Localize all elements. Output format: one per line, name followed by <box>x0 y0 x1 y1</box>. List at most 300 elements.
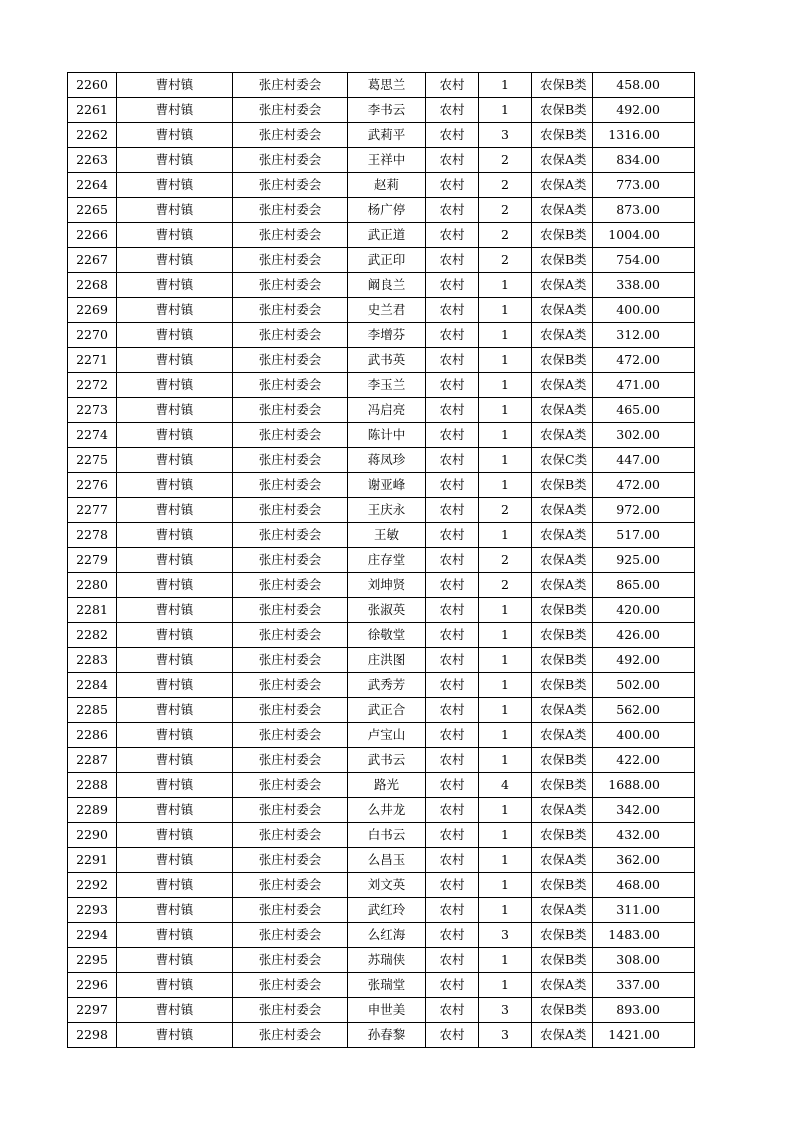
cell-area-type: 农村 <box>426 823 479 848</box>
cell-name: 武正合 <box>348 698 426 723</box>
cell-town: 曹村镇 <box>117 398 233 423</box>
cell-town: 曹村镇 <box>117 623 233 648</box>
cell-amount: 338.00 <box>593 273 695 298</box>
cell-name: 武书云 <box>348 748 426 773</box>
cell-id: 2285 <box>68 698 117 723</box>
cell-insurance-type: 农保B类 <box>532 873 593 898</box>
cell-name: 武书英 <box>348 348 426 373</box>
cell-town: 曹村镇 <box>117 673 233 698</box>
cell-name: 葛思兰 <box>348 73 426 98</box>
cell-village: 张庄村委会 <box>233 473 348 498</box>
cell-count: 1 <box>479 898 532 923</box>
cell-area-type: 农村 <box>426 723 479 748</box>
cell-id: 2273 <box>68 398 117 423</box>
cell-amount: 834.00 <box>593 148 695 173</box>
cell-count: 1 <box>479 748 532 773</box>
cell-id: 2286 <box>68 723 117 748</box>
cell-town: 曹村镇 <box>117 448 233 473</box>
cell-insurance-type: 农保A类 <box>532 148 593 173</box>
cell-amount: 502.00 <box>593 673 695 698</box>
cell-town: 曹村镇 <box>117 123 233 148</box>
cell-insurance-type: 农保A类 <box>532 298 593 323</box>
cell-area-type: 农村 <box>426 123 479 148</box>
cell-amount: 754.00 <box>593 248 695 273</box>
cell-insurance-type: 农保A类 <box>532 423 593 448</box>
cell-amount: 312.00 <box>593 323 695 348</box>
cell-area-type: 农村 <box>426 98 479 123</box>
cell-count: 1 <box>479 348 532 373</box>
cell-town: 曹村镇 <box>117 223 233 248</box>
cell-insurance-type: 农保A类 <box>532 323 593 348</box>
cell-id: 2276 <box>68 473 117 498</box>
table-row <box>68 973 695 998</box>
cell-town: 曹村镇 <box>117 273 233 298</box>
cell-count: 2 <box>479 223 532 248</box>
cell-amount: 337.00 <box>593 973 695 998</box>
cell-amount: 468.00 <box>593 873 695 898</box>
table-row <box>68 273 695 298</box>
cell-insurance-type: 农保B类 <box>532 673 593 698</box>
cell-insurance-type: 农保A类 <box>532 973 593 998</box>
cell-amount: 773.00 <box>593 173 695 198</box>
cell-insurance-type: 农保B类 <box>532 73 593 98</box>
cell-area-type: 农村 <box>426 173 479 198</box>
cell-insurance-type: 农保A类 <box>532 198 593 223</box>
cell-count: 3 <box>479 998 532 1023</box>
cell-name: 孙春黎 <box>348 1023 426 1048</box>
cell-id: 2294 <box>68 923 117 948</box>
cell-town: 曹村镇 <box>117 423 233 448</box>
cell-id: 2274 <box>68 423 117 448</box>
table-row <box>68 298 695 323</box>
table-row <box>68 723 695 748</box>
cell-area-type: 农村 <box>426 273 479 298</box>
cell-count: 1 <box>479 723 532 748</box>
cell-id: 2295 <box>68 948 117 973</box>
cell-id: 2280 <box>68 573 117 598</box>
cell-village: 张庄村委会 <box>233 198 348 223</box>
cell-name: 么昌玉 <box>348 848 426 873</box>
cell-amount: 447.00 <box>593 448 695 473</box>
cell-amount: 893.00 <box>593 998 695 1023</box>
cell-town: 曹村镇 <box>117 773 233 798</box>
cell-amount: 472.00 <box>593 473 695 498</box>
cell-village: 张庄村委会 <box>233 98 348 123</box>
cell-amount: 472.00 <box>593 348 695 373</box>
cell-amount: 1421.00 <box>593 1023 695 1048</box>
cell-count: 2 <box>479 198 532 223</box>
cell-insurance-type: 农保A类 <box>532 573 593 598</box>
cell-insurance-type: 农保B类 <box>532 948 593 973</box>
cell-village: 张庄村委会 <box>233 448 348 473</box>
cell-amount: 420.00 <box>593 598 695 623</box>
cell-name: 卢宝山 <box>348 723 426 748</box>
cell-area-type: 农村 <box>426 348 479 373</box>
table-row <box>68 423 695 448</box>
cell-area-type: 农村 <box>426 373 479 398</box>
cell-amount: 342.00 <box>593 798 695 823</box>
cell-count: 1 <box>479 298 532 323</box>
cell-count: 1 <box>479 623 532 648</box>
cell-amount: 865.00 <box>593 573 695 598</box>
cell-amount: 873.00 <box>593 198 695 223</box>
cell-village: 张庄村委会 <box>233 298 348 323</box>
cell-town: 曹村镇 <box>117 548 233 573</box>
cell-name: 赵莉 <box>348 173 426 198</box>
cell-name: 武正道 <box>348 223 426 248</box>
cell-insurance-type: 农保B类 <box>532 473 593 498</box>
cell-area-type: 农村 <box>426 198 479 223</box>
cell-insurance-type: 农保B类 <box>532 623 593 648</box>
cell-name: 谢亚峰 <box>348 473 426 498</box>
cell-village: 张庄村委会 <box>233 523 348 548</box>
cell-insurance-type: 农保A类 <box>532 1023 593 1048</box>
cell-insurance-type: 农保B类 <box>532 123 593 148</box>
cell-name: 武红玲 <box>348 898 426 923</box>
cell-id: 2279 <box>68 548 117 573</box>
cell-town: 曹村镇 <box>117 498 233 523</box>
table-row <box>68 98 695 123</box>
cell-amount: 1483.00 <box>593 923 695 948</box>
cell-village: 张庄村委会 <box>233 973 348 998</box>
cell-town: 曹村镇 <box>117 648 233 673</box>
cell-id: 2288 <box>68 773 117 798</box>
cell-town: 曹村镇 <box>117 798 233 823</box>
cell-id: 2289 <box>68 798 117 823</box>
cell-amount: 432.00 <box>593 823 695 848</box>
records-table-body <box>68 73 695 1048</box>
cell-amount: 362.00 <box>593 848 695 873</box>
cell-count: 2 <box>479 573 532 598</box>
cell-area-type: 农村 <box>426 748 479 773</box>
cell-town: 曹村镇 <box>117 823 233 848</box>
cell-town: 曹村镇 <box>117 348 233 373</box>
table-row <box>68 373 695 398</box>
cell-amount: 1316.00 <box>593 123 695 148</box>
cell-count: 1 <box>479 273 532 298</box>
table-row <box>68 398 695 423</box>
cell-count: 1 <box>479 98 532 123</box>
cell-id: 2272 <box>68 373 117 398</box>
table-row <box>68 898 695 923</box>
cell-area-type: 农村 <box>426 573 479 598</box>
cell-amount: 465.00 <box>593 398 695 423</box>
table-row <box>68 648 695 673</box>
cell-insurance-type: 农保B类 <box>532 823 593 848</box>
cell-area-type: 农村 <box>426 223 479 248</box>
table-row <box>68 223 695 248</box>
cell-town: 曹村镇 <box>117 948 233 973</box>
cell-name: 么井龙 <box>348 798 426 823</box>
cell-name: 武秀芳 <box>348 673 426 698</box>
cell-town: 曹村镇 <box>117 1023 233 1048</box>
table-row <box>68 498 695 523</box>
cell-id: 2297 <box>68 998 117 1023</box>
cell-area-type: 农村 <box>426 873 479 898</box>
cell-area-type: 农村 <box>426 298 479 323</box>
table-row <box>68 73 695 98</box>
cell-id: 2281 <box>68 598 117 623</box>
cell-area-type: 农村 <box>426 323 479 348</box>
cell-amount: 302.00 <box>593 423 695 448</box>
cell-town: 曹村镇 <box>117 198 233 223</box>
cell-count: 1 <box>479 448 532 473</box>
cell-area-type: 农村 <box>426 923 479 948</box>
cell-name: 王敏 <box>348 523 426 548</box>
cell-town: 曹村镇 <box>117 898 233 923</box>
cell-insurance-type: 农保B类 <box>532 223 593 248</box>
cell-count: 2 <box>479 548 532 573</box>
cell-village: 张庄村委会 <box>233 148 348 173</box>
cell-town: 曹村镇 <box>117 298 233 323</box>
cell-id: 2266 <box>68 223 117 248</box>
cell-name: 史兰君 <box>348 298 426 323</box>
cell-count: 2 <box>479 248 532 273</box>
table-row <box>68 873 695 898</box>
cell-count: 4 <box>479 773 532 798</box>
cell-town: 曹村镇 <box>117 573 233 598</box>
cell-count: 1 <box>479 473 532 498</box>
cell-village: 张庄村委会 <box>233 1023 348 1048</box>
cell-village: 张庄村委会 <box>233 348 348 373</box>
cell-amount: 492.00 <box>593 648 695 673</box>
cell-count: 1 <box>479 798 532 823</box>
cell-id: 2271 <box>68 348 117 373</box>
cell-amount: 972.00 <box>593 498 695 523</box>
cell-village: 张庄村委会 <box>233 373 348 398</box>
table-row <box>68 198 695 223</box>
cell-village: 张庄村委会 <box>233 723 348 748</box>
table-row <box>68 448 695 473</box>
cell-insurance-type: 农保B类 <box>532 248 593 273</box>
table-row <box>68 1023 695 1048</box>
table-row <box>68 998 695 1023</box>
cell-insurance-type: 农保B类 <box>532 648 593 673</box>
cell-amount: 517.00 <box>593 523 695 548</box>
cell-village: 张庄村委会 <box>233 398 348 423</box>
cell-count: 2 <box>479 498 532 523</box>
cell-id: 2296 <box>68 973 117 998</box>
cell-id: 2293 <box>68 898 117 923</box>
cell-count: 1 <box>479 973 532 998</box>
cell-area-type: 农村 <box>426 598 479 623</box>
cell-count: 1 <box>479 423 532 448</box>
cell-id: 2269 <box>68 298 117 323</box>
cell-id: 2275 <box>68 448 117 473</box>
cell-count: 1 <box>479 648 532 673</box>
cell-village: 张庄村委会 <box>233 598 348 623</box>
cell-name: 张瑞堂 <box>348 973 426 998</box>
cell-town: 曹村镇 <box>117 523 233 548</box>
cell-count: 3 <box>479 123 532 148</box>
cell-count: 3 <box>479 1023 532 1048</box>
cell-insurance-type: 农保B类 <box>532 773 593 798</box>
cell-name: 苏瑞侠 <box>348 948 426 973</box>
cell-count: 1 <box>479 673 532 698</box>
cell-id: 2262 <box>68 123 117 148</box>
cell-name: 武莉平 <box>348 123 426 148</box>
cell-insurance-type: 农保B类 <box>532 923 593 948</box>
table-row <box>68 823 695 848</box>
cell-village: 张庄村委会 <box>233 548 348 573</box>
cell-village: 张庄村委会 <box>233 673 348 698</box>
cell-count: 3 <box>479 923 532 948</box>
cell-id: 2267 <box>68 248 117 273</box>
cell-count: 2 <box>479 173 532 198</box>
cell-town: 曹村镇 <box>117 598 233 623</box>
cell-area-type: 农村 <box>426 648 479 673</box>
cell-village: 张庄村委会 <box>233 848 348 873</box>
cell-name: 阚良兰 <box>348 273 426 298</box>
cell-area-type: 农村 <box>426 898 479 923</box>
table-row <box>68 773 695 798</box>
cell-amount: 492.00 <box>593 98 695 123</box>
cell-name: 武正印 <box>348 248 426 273</box>
cell-village: 张庄村委会 <box>233 798 348 823</box>
cell-area-type: 农村 <box>426 73 479 98</box>
cell-area-type: 农村 <box>426 548 479 573</box>
cell-village: 张庄村委会 <box>233 273 348 298</box>
table-row <box>68 323 695 348</box>
cell-town: 曹村镇 <box>117 323 233 348</box>
cell-id: 2261 <box>68 98 117 123</box>
cell-count: 1 <box>479 873 532 898</box>
cell-village: 张庄村委会 <box>233 573 348 598</box>
cell-village: 张庄村委会 <box>233 173 348 198</box>
cell-id: 2292 <box>68 873 117 898</box>
cell-name: 蒋凤珍 <box>348 448 426 473</box>
table-row <box>68 148 695 173</box>
table-row <box>68 798 695 823</box>
cell-village: 张庄村委会 <box>233 923 348 948</box>
cell-amount: 562.00 <box>593 698 695 723</box>
cell-name: 李增芬 <box>348 323 426 348</box>
cell-amount: 458.00 <box>593 73 695 98</box>
cell-id: 2263 <box>68 148 117 173</box>
cell-id: 2287 <box>68 748 117 773</box>
cell-amount: 1004.00 <box>593 223 695 248</box>
cell-insurance-type: 农保A类 <box>532 698 593 723</box>
cell-name: 徐敬堂 <box>348 623 426 648</box>
cell-village: 张庄村委会 <box>233 748 348 773</box>
cell-amount: 925.00 <box>593 548 695 573</box>
cell-town: 曹村镇 <box>117 973 233 998</box>
cell-name: 陈计中 <box>348 423 426 448</box>
cell-area-type: 农村 <box>426 148 479 173</box>
cell-village: 张庄村委会 <box>233 873 348 898</box>
cell-village: 张庄村委会 <box>233 998 348 1023</box>
table-row <box>68 623 695 648</box>
table-row <box>68 698 695 723</box>
table-row <box>68 473 695 498</box>
cell-area-type: 农村 <box>426 773 479 798</box>
table-row <box>68 523 695 548</box>
table-row <box>68 348 695 373</box>
cell-amount: 422.00 <box>593 748 695 773</box>
cell-id: 2290 <box>68 823 117 848</box>
cell-area-type: 农村 <box>426 498 479 523</box>
cell-id: 2283 <box>68 648 117 673</box>
cell-amount: 400.00 <box>593 723 695 748</box>
cell-area-type: 农村 <box>426 248 479 273</box>
cell-town: 曹村镇 <box>117 473 233 498</box>
cell-area-type: 农村 <box>426 673 479 698</box>
cell-area-type: 农村 <box>426 1023 479 1048</box>
cell-area-type: 农村 <box>426 473 479 498</box>
cell-area-type: 农村 <box>426 973 479 998</box>
cell-id: 2270 <box>68 323 117 348</box>
cell-town: 曹村镇 <box>117 173 233 198</box>
cell-area-type: 农村 <box>426 523 479 548</box>
cell-amount: 308.00 <box>593 948 695 973</box>
cell-insurance-type: 农保A类 <box>532 723 593 748</box>
cell-count: 1 <box>479 848 532 873</box>
table-row <box>68 123 695 148</box>
cell-area-type: 农村 <box>426 698 479 723</box>
cell-count: 1 <box>479 323 532 348</box>
cell-id: 2264 <box>68 173 117 198</box>
cell-count: 2 <box>479 148 532 173</box>
cell-insurance-type: 农保A类 <box>532 898 593 923</box>
table-row <box>68 173 695 198</box>
cell-name: 王庆永 <box>348 498 426 523</box>
cell-insurance-type: 农保B类 <box>532 998 593 1023</box>
cell-insurance-type: 农保A类 <box>532 523 593 548</box>
table-row <box>68 573 695 598</box>
cell-amount: 311.00 <box>593 898 695 923</box>
table-row <box>68 948 695 973</box>
cell-id: 2265 <box>68 198 117 223</box>
cell-amount: 426.00 <box>593 623 695 648</box>
cell-town: 曹村镇 <box>117 923 233 948</box>
cell-area-type: 农村 <box>426 398 479 423</box>
cell-town: 曹村镇 <box>117 848 233 873</box>
cell-count: 1 <box>479 373 532 398</box>
cell-village: 张庄村委会 <box>233 123 348 148</box>
cell-count: 1 <box>479 523 532 548</box>
table-row <box>68 548 695 573</box>
cell-amount: 1688.00 <box>593 773 695 798</box>
cell-insurance-type: 农保C类 <box>532 448 593 473</box>
cell-count: 1 <box>479 73 532 98</box>
cell-village: 张庄村委会 <box>233 248 348 273</box>
cell-id: 2260 <box>68 73 117 98</box>
cell-id: 2278 <box>68 523 117 548</box>
table-row <box>68 848 695 873</box>
cell-name: 冯启亮 <box>348 398 426 423</box>
cell-name: 路光 <box>348 773 426 798</box>
cell-town: 曹村镇 <box>117 873 233 898</box>
cell-town: 曹村镇 <box>117 148 233 173</box>
cell-name: 刘文英 <box>348 873 426 898</box>
cell-village: 张庄村委会 <box>233 73 348 98</box>
cell-count: 1 <box>479 823 532 848</box>
table-row <box>68 248 695 273</box>
cell-village: 张庄村委会 <box>233 898 348 923</box>
cell-name: 申世美 <box>348 998 426 1023</box>
cell-name: 刘坤贤 <box>348 573 426 598</box>
cell-amount: 400.00 <box>593 298 695 323</box>
cell-village: 张庄村委会 <box>233 223 348 248</box>
cell-count: 1 <box>479 398 532 423</box>
cell-insurance-type: 农保A类 <box>532 848 593 873</box>
cell-name: 庄存堂 <box>348 548 426 573</box>
cell-name: 李书云 <box>348 98 426 123</box>
cell-area-type: 农村 <box>426 998 479 1023</box>
cell-town: 曹村镇 <box>117 998 233 1023</box>
cell-count: 1 <box>479 698 532 723</box>
table-row <box>68 923 695 948</box>
